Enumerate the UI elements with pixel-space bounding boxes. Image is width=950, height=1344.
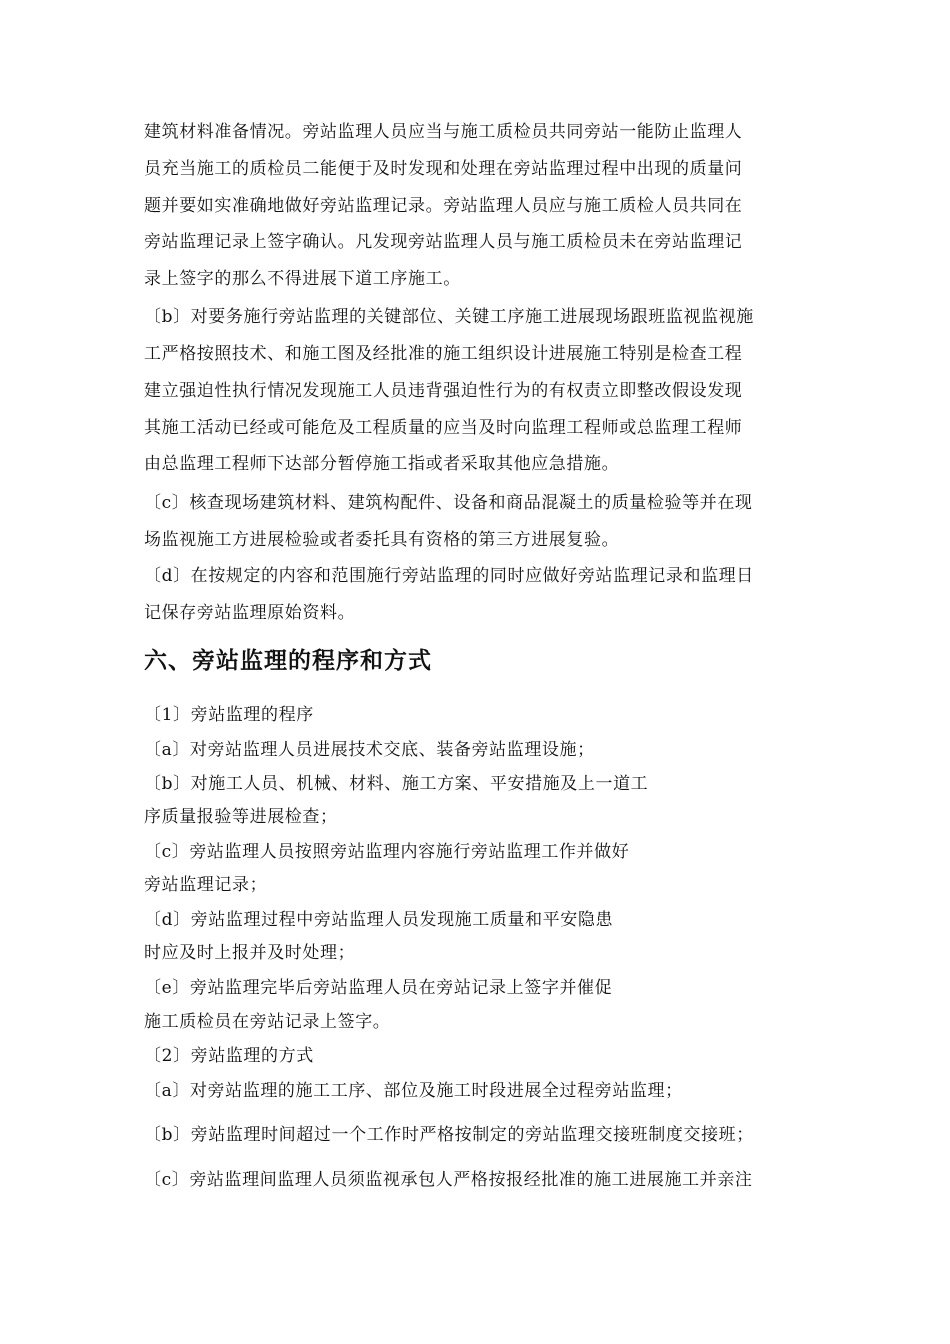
paragraph-line: 其施工活动已经或可能危及工程质量的应当及时向监理工程师或总监理工程师 — [144, 418, 743, 438]
paragraph-line: 员充当施工的质检员二能便于及时发现和处理在旁站监理过程中出现的质量问 — [144, 159, 743, 179]
paragraph-line: 建立强迫性执行情况发现施工人员违背强迫性行为的有权责立即整改假设发现 — [144, 381, 743, 401]
subsection-title: 〔1〕旁站监理的程序 — [144, 705, 314, 725]
paragraph-line: 〔b〕对要务施行旁站监理的关键部位、关键工序施工进展现场跟班监视监视施 — [144, 307, 754, 327]
paragraph-line: 记保存旁站监理原始资料。 — [144, 603, 356, 623]
paragraph-line: 工严格按照技术、和施工图及经批准的施工组织设计进展施工特别是检查工程 — [144, 344, 743, 364]
list-item: 〔a〕对旁站监理人员进展技术交底、装备旁站监理设施； — [144, 740, 595, 760]
section-heading: 六、旁站监理的程序和方式 — [144, 648, 432, 674]
list-item: 施工质检员在旁站记录上签字。 — [144, 1012, 391, 1032]
paragraph-line: 录上签字的那么不得进展下道工序施工。 — [144, 269, 461, 289]
paragraph-line: 题并要如实准确地做好旁站监理记录。旁站监理人员应与施工质检人员共同在 — [144, 196, 743, 216]
subsection-title: 〔2〕旁站监理的方式 — [144, 1046, 314, 1066]
paragraph-line: 〔c〕核查现场建筑材料、建筑构配件、设备和商品混凝土的质量检验等并在现 — [144, 493, 753, 513]
paragraph-line: 旁站监理记录上签字确认。凡发现旁站监理人员与施工质检员未在旁站监理记 — [144, 232, 743, 252]
list-item: 旁站监理记录； — [144, 875, 268, 895]
list-item: 〔c〕旁站监理间监理人员须监视承包人严格按报经批准的施工进展施工并亲注 — [144, 1170, 753, 1190]
paragraph-line: 场监视施工方进展检验或者委托具有资格的第三方进展复验。 — [144, 530, 620, 550]
list-item: 时应及时上报并及时处理； — [144, 943, 356, 963]
paragraph-line: 由总监理工程师下达部分暂停施工指或者采取其他应急措施。 — [144, 454, 620, 474]
list-item: 〔a〕对旁站监理的施工工序、部位及施工时段进展全过程旁站监理； — [144, 1081, 683, 1101]
list-item: 〔b〕对施工人员、机械、材料、施工方案、平安措施及上一道工 — [144, 774, 649, 794]
list-item: 序质量报验等进展检查； — [144, 807, 338, 827]
list-item: 〔e〕旁站监理完毕后旁站监理人员在旁站记录上签字并催促 — [144, 978, 613, 998]
list-item: 〔b〕旁站监理时间超过一个工作时严格按制定的旁站监理交接班制度交接班； — [144, 1125, 754, 1145]
paragraph-line: 〔d〕在按规定的内容和范围施行旁站监理的同时应做好旁站监理记录和监理日 — [144, 566, 754, 586]
list-item: 〔c〕旁站监理人员按照旁站监理内容施行旁站监理工作并做好 — [144, 842, 630, 862]
paragraph-line: 建筑材料准备情况。旁站监理人员应当与施工质检员共同旁站一能防止监理人 — [144, 122, 743, 142]
list-item: 〔d〕旁站监理过程中旁站监理人员发现施工质量和平安隐患 — [144, 910, 614, 930]
